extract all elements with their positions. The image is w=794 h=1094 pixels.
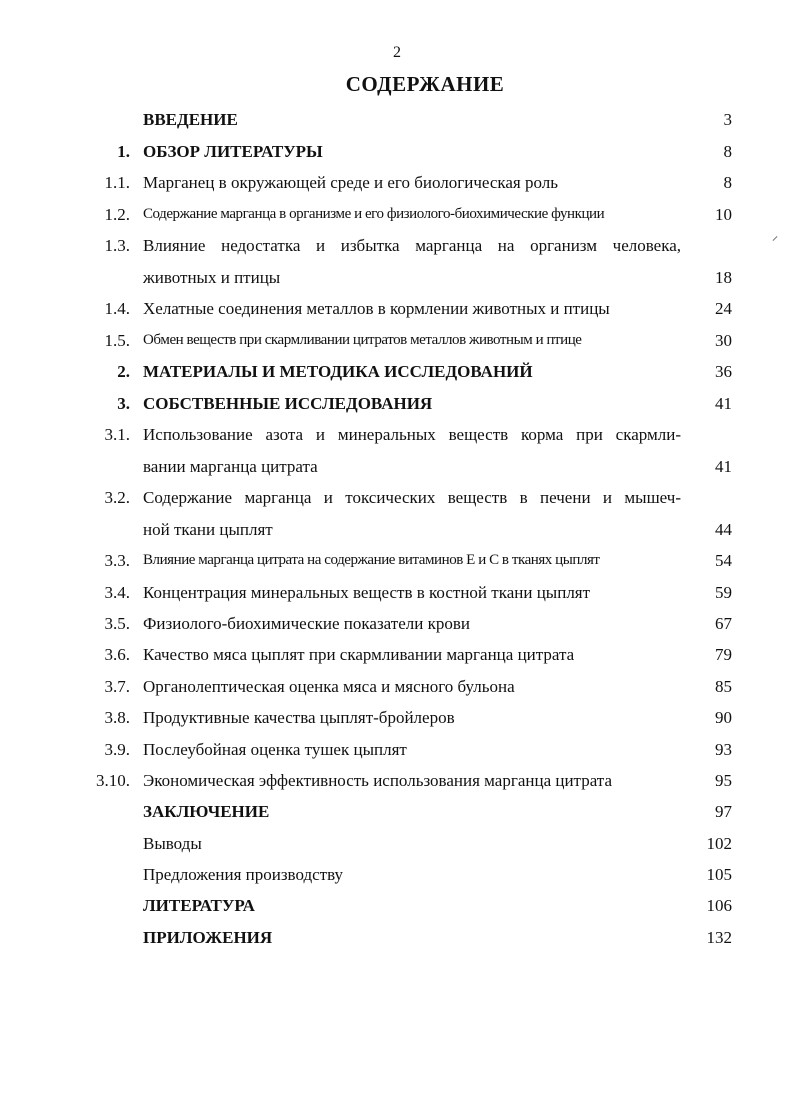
toc-entry-title: Использование азота и минеральных веществ корма при скармли- (143, 425, 681, 444)
toc-entry (0, 293, 794, 324)
toc-entry-number: 3.5. (104, 614, 130, 633)
toc-entry-title: Предложения производству (143, 865, 344, 884)
toc-entry-page: 67 (715, 614, 732, 633)
toc-entry-page: 59 (715, 583, 732, 602)
toc-entry-number: 3.3. (104, 551, 130, 570)
toc-entry-title: Марганец в окружающей среде и его биологическая роль (143, 173, 559, 192)
toc-entry (0, 104, 794, 135)
toc-entry-title: Послеубойная оценка тушек цыплят (143, 740, 407, 759)
toc-entry (0, 890, 794, 921)
toc-entry-title: ПРИЛОЖЕНИЯ (143, 928, 273, 947)
toc-entry-number: 3.8. (104, 708, 130, 727)
toc-entry (0, 796, 794, 827)
toc-entry-page: 102 (706, 834, 732, 853)
toc-entry (0, 482, 794, 513)
toc-entry (0, 545, 794, 576)
toc-entry-page: 36 (715, 362, 732, 381)
toc-entry-page: 93 (715, 740, 732, 759)
toc-entry-page: 85 (715, 677, 732, 696)
toc-entry (0, 356, 794, 387)
toc-entry (0, 577, 794, 608)
toc-entry-title: Содержание марганца и токсических веществ в печени и мышеч- (143, 488, 681, 507)
toc-entry-page: 106 (706, 896, 732, 915)
toc-entry-title: Органолептическая оценка мяса и мясного бульона (143, 677, 515, 696)
toc-entry-title: Содержание марганца в организме и его физиолого-биохимические функции (143, 206, 605, 222)
toc-entry (0, 639, 794, 670)
toc-entry-title: Влияние марганца цитрата на содержание витаминов Е и С в тканях цыплят (143, 552, 600, 568)
toc-entry-page: 18 (715, 268, 732, 287)
toc-entry-number: 3.6. (104, 645, 130, 664)
toc-entry (0, 419, 794, 450)
toc-entry-page: 24 (715, 299, 732, 318)
toc-entry-number: 3.9. (104, 740, 130, 759)
toc-entry-title: Концентрация минеральных веществ в костной ткани цыплят (143, 583, 591, 602)
toc-entry (0, 608, 794, 639)
toc-entry-title: Продуктивные качества цыплят-бройлеров (143, 708, 455, 727)
toc-entry (0, 167, 794, 198)
toc-entry-page: 41 (715, 457, 732, 476)
toc-entry-number: 1.5. (104, 331, 130, 350)
toc-entry (0, 765, 794, 796)
toc-entry-title: Обмен веществ при скармливании цитратов металлов животным и птице (143, 332, 582, 348)
toc-entry-number: 3.1. (104, 425, 130, 444)
toc-entry-title: СОБСТВЕННЫЕ ИССЛЕДОВАНИЯ (143, 394, 433, 413)
toc-entry-title: животных и птицы (143, 268, 281, 287)
toc-entry-number: 2. (117, 362, 130, 381)
toc-entry-number: 3.10. (96, 771, 130, 790)
toc-entry (0, 325, 794, 356)
toc-entry (0, 514, 794, 545)
toc-entry-title: ной ткани цыплят (143, 520, 273, 539)
toc-entry-page: 97 (715, 802, 732, 821)
toc-entry-title: вании марганца цитрата (143, 457, 318, 476)
toc-entry-page: 41 (715, 394, 732, 413)
page-number: 2 (393, 44, 401, 61)
toc-entry-number: 3.2. (104, 488, 130, 507)
toc-entry-number: 3.4. (104, 583, 130, 602)
toc-entry-page: 44 (715, 520, 732, 539)
toc-entry-title: Влияние недостатка и избытка марганца на организм человека, (143, 236, 681, 255)
toc-entry (0, 388, 794, 419)
toc-entry (0, 671, 794, 702)
toc-entry-page: 95 (715, 771, 732, 790)
toc-entry-page: 90 (715, 708, 732, 727)
toc-entry (0, 702, 794, 733)
toc-entry-title: Качество мяса цыплят при скармливании марганца цитрата (143, 645, 575, 664)
page-title: СОДЕРЖАНИЕ (345, 72, 505, 96)
toc-entry-title: ЛИТЕРАТУРА (143, 896, 255, 915)
toc-entry-page: 79 (715, 645, 732, 664)
toc-entry-number: 3. (117, 394, 130, 413)
toc-entry-page: 105 (706, 865, 732, 884)
toc-entry-number: 1.3. (104, 236, 130, 255)
toc-entry-page: 54 (715, 551, 732, 570)
toc-entry-number: 1.2. (104, 205, 130, 224)
toc-entry-number: 1.4. (104, 299, 130, 318)
toc-entry (0, 262, 794, 293)
toc-entry-number: 1. (117, 142, 130, 161)
toc-entry-title: Хелатные соединения металлов в кормлении животных и птицы (143, 299, 610, 318)
toc-entry (0, 828, 794, 859)
toc-entry (0, 859, 794, 890)
toc-entry-title: Экономическая эффективность использования марганца цитрата (143, 771, 612, 790)
toc-entry (0, 136, 794, 167)
toc-entry-page: 8 (723, 173, 732, 192)
toc-entry-title: Выводы (143, 834, 202, 853)
toc-entry-page: 132 (706, 928, 732, 947)
toc-entry-title: ВВЕДЕНИЕ (143, 110, 238, 129)
toc-entry-title: ОБЗОР ЛИТЕРАТУРЫ (143, 142, 323, 161)
toc-entry-page: 8 (723, 142, 732, 161)
toc-entry-number: 3.7. (104, 677, 130, 696)
toc-entry (0, 199, 794, 230)
toc-entry-title: МАТЕРИАЛЫ И МЕТОДИКА ИССЛЕДОВАНИЙ (143, 362, 533, 381)
toc-entry-page: 30 (715, 331, 732, 350)
toc-entry-page: 3 (723, 110, 732, 129)
toc-entry (0, 922, 794, 953)
toc-entry (0, 734, 794, 765)
toc-entry-title: Физиолого-биохимические показатели крови (143, 614, 470, 633)
toc-entry-number: 1.1. (104, 173, 130, 192)
toc-entry-title: ЗАКЛЮЧЕНИЕ (143, 802, 270, 821)
toc-entry (0, 451, 794, 482)
toc-entry-page: 10 (715, 205, 732, 224)
toc-entry (0, 230, 794, 261)
